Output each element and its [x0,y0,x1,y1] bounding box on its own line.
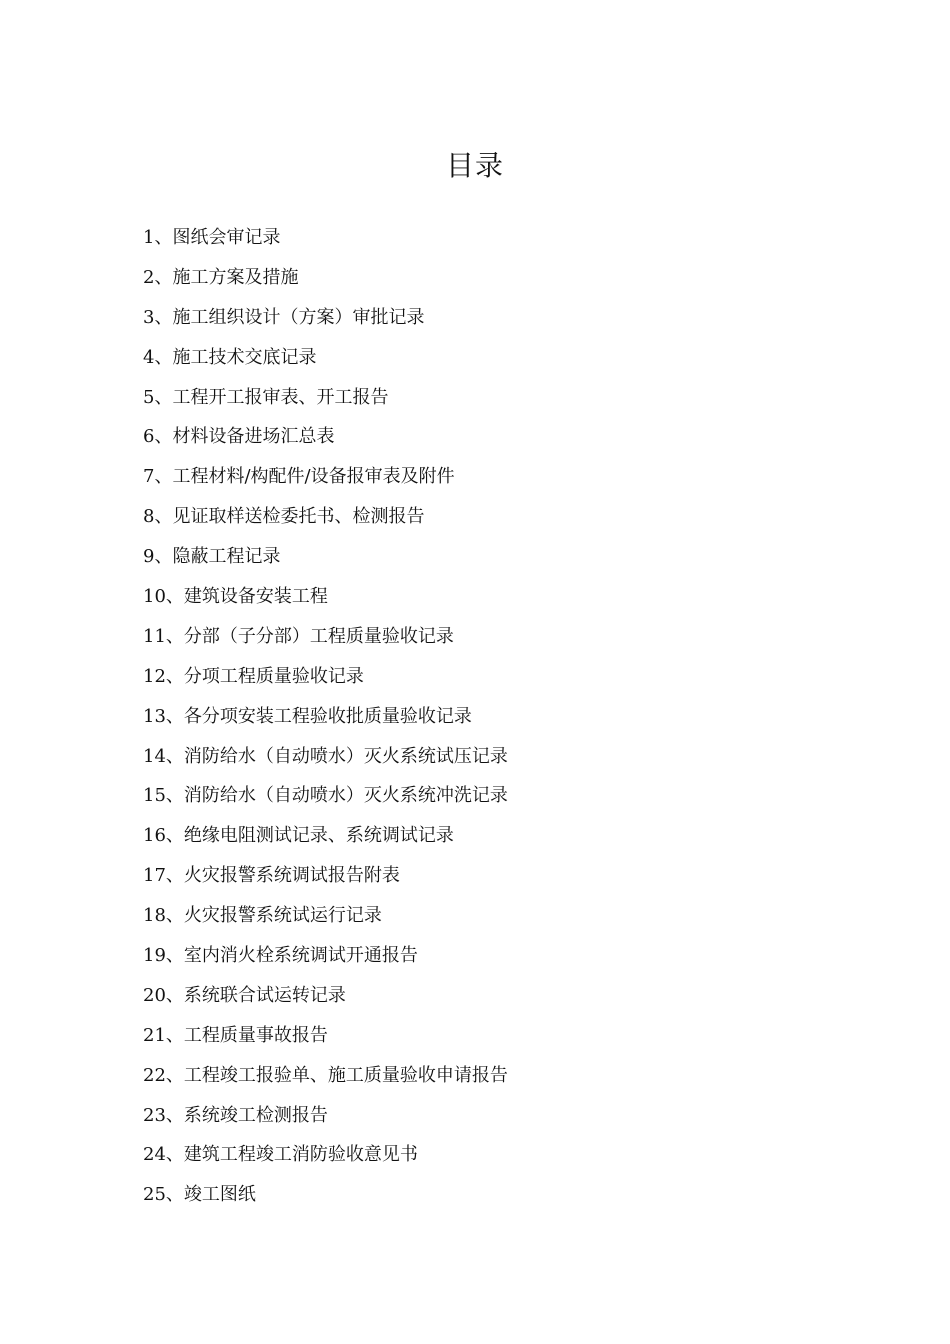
toc-item: 5、工程开工报审表、开工报告 [143,386,389,408]
toc-item: 15、消防给水（自动喷水）灭火系统冲洗记录 [143,785,508,807]
toc-item: 14、消防给水（自动喷水）灭火系统试压记录 [143,745,508,767]
toc-item: 10、建筑设备安装工程 [143,586,328,608]
toc-item: 2、施工方案及措施 [143,266,299,288]
toc-item: 16、绝缘电阻测试记录、系统调试记录 [143,825,454,847]
toc-item: 8、见证取样送检委托书、检测报告 [143,506,425,528]
toc-item: 4、施工技术交底记录 [143,346,317,368]
toc-item: 7、工程材料/构配件/设备报审表及附件 [143,466,455,488]
toc-item: 17、火灾报警系统调试报告附表 [143,865,400,887]
toc-item: 13、各分项安装工程验收批质量验收记录 [143,705,472,727]
toc-item: 11、分部（子分部）工程质量验收记录 [143,625,454,647]
toc-item: 21、工程质量事故报告 [143,1024,328,1046]
toc-item: 24、建筑工程竣工消防验收意见书 [143,1144,418,1166]
toc-item: 18、火灾报警系统试运行记录 [143,905,382,927]
toc-item: 19、室内消火栓系统调试开通报告 [143,945,418,967]
table-of-contents [143,222,508,1219]
toc-item: 20、系统联合试运转记录 [143,984,346,1006]
toc-item: 1、图纸会审记录 [143,227,281,248]
page-title: 目录 [445,149,504,182]
toc-item: 9、隐蔽工程记录 [143,546,281,568]
toc-item: 23、系统竣工检测报告 [143,1104,328,1126]
toc-item: 6、材料设备进场汇总表 [143,426,335,448]
toc-item: 22、工程竣工报验单、施工质量验收申请报告 [143,1064,508,1086]
toc-item: 3、施工组织设计（方案）审批记录 [143,306,425,328]
toc-item: 12、分项工程质量验收记录 [143,665,364,687]
toc-item: 25、竣工图纸 [143,1184,256,1206]
